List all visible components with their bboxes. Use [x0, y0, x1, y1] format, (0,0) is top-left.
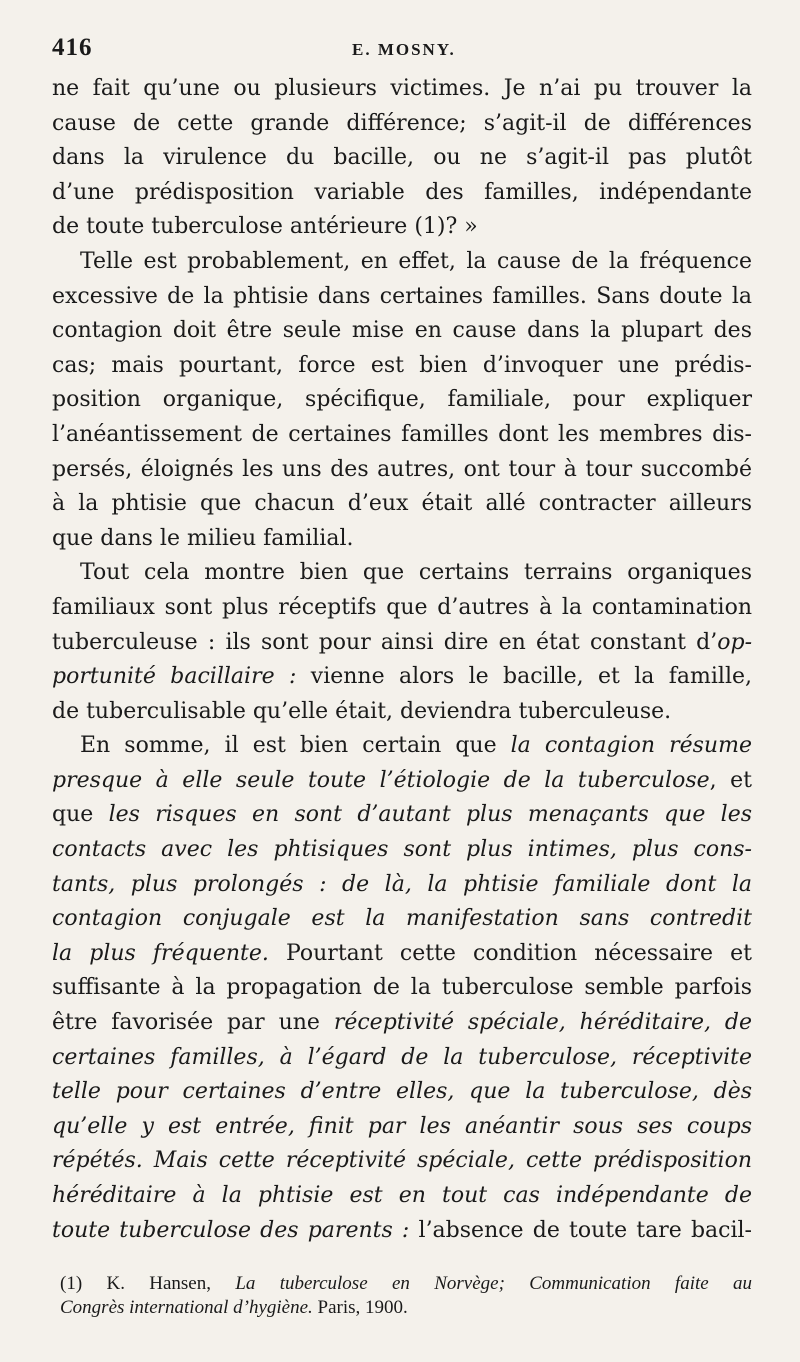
- italic-run: toute tuberculose des parents :: [52, 1217, 410, 1243]
- text-line: [52, 1075, 752, 1110]
- text-line: [52, 729, 752, 764]
- text-line: l’anéantissement de certaines familles dont les membres dis-: [52, 421, 752, 447]
- text-line: persés, éloignés les uns des autres, ont tour à tour succombé: [52, 456, 752, 482]
- text-line: cause de cette grande différence; s’agit-il de différences: [52, 110, 752, 136]
- text-line: contagion doit être seule mise en cause dans la plupart des: [52, 318, 752, 344]
- italic-run: contagion conjugale est la manifestation sans contredit: [52, 906, 752, 932]
- text-line: Tout cela montre bien que certains terrains organiques: [80, 560, 752, 586]
- text-line: [52, 1214, 752, 1249]
- text-run: vienne alors le bacille, et la famille,: [296, 664, 753, 690]
- paragraph-4: [52, 729, 752, 1248]
- text-run: tuberculeuse : ils sont pour ainsi dire en état constant d’: [52, 629, 718, 655]
- italic-run: telle pour certaines d’entre elles, que la tuberculose, dès: [52, 1079, 752, 1105]
- text-run: (1) K. Hansen,: [60, 1273, 236, 1294]
- text-line: [52, 868, 752, 903]
- text-line: [52, 1041, 752, 1076]
- italic-run: répétés. Mais cette réceptivité spéciale, cette prédisposition: [52, 1148, 752, 1174]
- footnote: [60, 1272, 752, 1320]
- running-head: [52, 34, 760, 68]
- italic-run: contacts avec les phtisiques sont plus intimes, plus cons-: [52, 837, 752, 863]
- italic-run: op-: [717, 629, 752, 655]
- italic-run: les risques en sont d’autant plus menaçants que les: [108, 802, 753, 828]
- text-line: position organique, spécifique, familiale, pour expliquer: [52, 387, 752, 413]
- text-run: En somme, il est bien certain que: [80, 733, 511, 759]
- body-text: [52, 72, 752, 1248]
- italic-run: la contagion résume: [510, 733, 752, 759]
- text-line: [52, 1179, 752, 1214]
- text-line: [52, 1006, 752, 1041]
- text-line: [52, 1110, 752, 1145]
- text-line: Telle est probablement, en effet, la cause de la fréquence: [80, 248, 752, 274]
- text-run: , et: [709, 767, 752, 793]
- italic-run: héréditaire à la phtisie est en tout cas indépendante de: [52, 1183, 752, 1208]
- text-line: [52, 660, 752, 695]
- italic-run: La tuberculose en Norvège; Communication faite au: [235, 1273, 752, 1294]
- text-line: [52, 1144, 752, 1179]
- text-line: d’une prédisposition variable des familles, indépendante: [52, 179, 752, 205]
- text-line: [52, 626, 752, 661]
- page-number: 416: [52, 34, 93, 61]
- text-line: dans la virulence du bacille, ou ne s’agit-il pas plutôt: [52, 145, 752, 171]
- text-line: familiaux sont plus réceptifs que d’autres à la contamination: [52, 594, 752, 620]
- paragraph-3: [52, 556, 752, 729]
- text-line: [52, 902, 752, 937]
- text-line: [52, 798, 752, 833]
- italic-run: réceptivité spéciale, héréditaire, de: [333, 1010, 752, 1036]
- italic-run: la plus fréquente.: [52, 940, 269, 966]
- text-line: que dans le milieu familial.: [52, 525, 354, 551]
- running-head-author: E. MOSNY.: [352, 40, 456, 59]
- text-line: [52, 764, 752, 799]
- text-line: [52, 937, 752, 972]
- text-run: Pourtant cette condition nécessaire et: [268, 940, 752, 966]
- text-line: de toute tuberculose antérieure (1)? »: [52, 214, 478, 240]
- text-run: l’absence de toute tare bacil-: [409, 1217, 752, 1243]
- text-line: ne fait qu’une ou plusieurs victimes. Je n’ai pu trouver la: [52, 76, 752, 101]
- italic-run: Congrès international d’hygiène.: [60, 1297, 313, 1318]
- footnote-line: [60, 1296, 752, 1320]
- italic-run: presque à elle seule toute l’étiologie de la tuberculose: [52, 767, 710, 793]
- text-line: à la phtisie que chacun d’eux était allé contracter ailleurs: [52, 491, 752, 517]
- text-line: de tuberculisable qu’elle était, deviendra tuberculeuse.: [52, 698, 672, 724]
- italic-run: tants, plus prolongés : de là, la phtisie familiale dont la: [52, 871, 752, 897]
- text-line: excessive de la phtisie dans certaines familles. Sans doute la: [52, 283, 752, 309]
- footnote-line: [60, 1272, 752, 1296]
- italic-run: qu’elle y est entrée, finit par les anéantir sous ses coups: [52, 1113, 752, 1139]
- text-line: [52, 833, 752, 868]
- text-line: suffisante à la propagation de la tuberculose semble parfois: [52, 975, 752, 1001]
- text-run: que: [52, 802, 109, 828]
- italic-run: certaines familles, à l’égard de la tuberculose, réceptivite: [52, 1044, 752, 1070]
- text-run: Paris, 1900.: [312, 1297, 408, 1318]
- text-line: cas; mais pourtant, force est bien d’invoquer une prédis-: [52, 352, 752, 378]
- paragraph-2: [52, 245, 752, 556]
- paragraph-1: [52, 72, 752, 245]
- italic-run: portunité bacillaire :: [52, 664, 297, 690]
- text-run: être favorisée par une: [52, 1010, 334, 1036]
